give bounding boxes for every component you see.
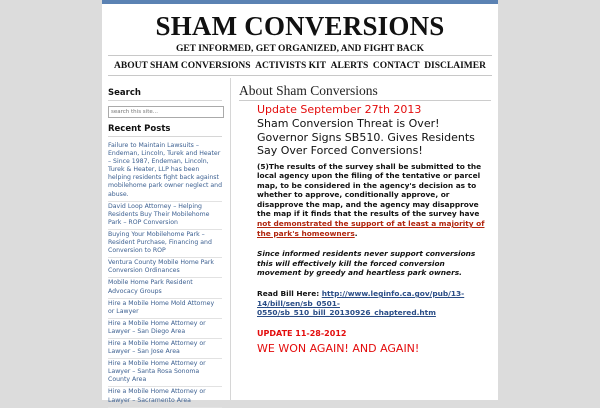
nav-activists-kit[interactable]: ACTIVISTS KIT <box>255 60 327 71</box>
top-accent-bar <box>102 0 498 4</box>
recent-post-link[interactable]: Mobile Home Park Resident Advocacy Groups <box>108 278 222 298</box>
nav-disclaimer[interactable]: DISCLAIMER <box>424 60 486 71</box>
page-heading: About Sham Conversions <box>239 83 491 101</box>
search-input[interactable] <box>108 106 224 118</box>
recent-post-link[interactable]: Failure to Maintain Lawsuits – Endeman, Lincoln, Turek and Heater – Since 1987, Endeman, Lincoln, Turek & Heater, LLP has been helping residents fight back against mobilehome park owner neglect and abuse. <box>108 141 222 202</box>
recent-posts-list <box>108 141 222 408</box>
main-content <box>239 83 491 355</box>
bill-quote <box>257 162 491 239</box>
bill-link[interactable]: http://www.leginfo.ca.gov/pub/13-14/bill/sen/sb_0501-0550/sb_510_bill_20130926_chaptered.htm <box>257 289 465 318</box>
update-2012-heading: UPDATE 11-28-2012 <box>257 328 347 338</box>
site-tagline: GET INFORMED, GET ORGANIZED, AND FIGHT BACK <box>175 44 425 54</box>
recent-posts-heading: Recent Posts <box>108 124 222 137</box>
article-body <box>257 162 491 318</box>
threat-headline: Sham Conversion Threat is Over! Governor Signs SB510. Gives Residents Say Over Forced Conversions! <box>257 117 475 157</box>
read-bill <box>257 289 491 318</box>
nav-about[interactable]: ABOUT SHAM CONVERSIONS <box>114 60 251 71</box>
recent-post-link[interactable]: Buying Your Mobilehome Park – Resident Purchase, Financing and Conversion to ROP <box>108 230 222 258</box>
column-divider <box>230 78 231 400</box>
bill-quote-end: . <box>354 228 358 238</box>
search-heading: Search <box>108 88 222 101</box>
nav-contact[interactable]: CONTACT <box>372 60 420 71</box>
update-heading: Update September 27th 2013 <box>257 103 422 116</box>
recent-post-link[interactable]: Ventura County Mobile Home Park Conversion Ordinances <box>108 258 222 278</box>
site-title[interactable]: SHAM CONVERSIONS <box>155 11 445 41</box>
bill-quote-text: (5)The results of the survey shall be submitted to the local agency upon the filing of the tentative or parcel map, to be considered in the agency's decision as to whether to approve, conditionally approve, or disapprove the map, and the agency may disapprove the map if it finds that the results of the survey have <box>257 161 482 219</box>
won-again-heading: WE WON AGAIN! AND AGAIN! <box>257 341 420 355</box>
recent-post-link[interactable]: David Loop Attorney – Helping Residents Buy Their Mobilehome Park – ROP Conversion <box>108 202 222 230</box>
recent-post-link[interactable]: Hire a Mobile Home Attorney or Lawyer – Sacramento Area <box>108 387 222 407</box>
main-nav <box>108 55 492 76</box>
page-container <box>102 0 498 404</box>
conversion-note: Since informed residents never support conversions this will effectively kill the forced conversion movement by greedy and heartless park owners. <box>257 249 476 278</box>
sidebar <box>108 88 222 408</box>
recent-post-link[interactable]: Hire a Mobile Home Attorney or Lawyer – Santa Rosa Sonoma County Area <box>108 359 222 387</box>
nav-alerts[interactable]: ALERTS <box>330 60 369 71</box>
recent-post-link[interactable]: Hire a Mobile Home Mold Attorney or Lawyer <box>108 299 222 319</box>
majority-support-link[interactable]: not demonstrated the support of at least a majority of the park's homeowners <box>257 219 485 238</box>
recent-post-link[interactable]: Hire a Mobile Home Attorney or Lawyer – San Jose Area <box>108 339 222 359</box>
recent-post-link[interactable]: Hire a Mobile Home Attorney or Lawyer – San Diego Area <box>108 319 222 339</box>
read-bill-label: Read Bill Here: <box>257 289 320 299</box>
